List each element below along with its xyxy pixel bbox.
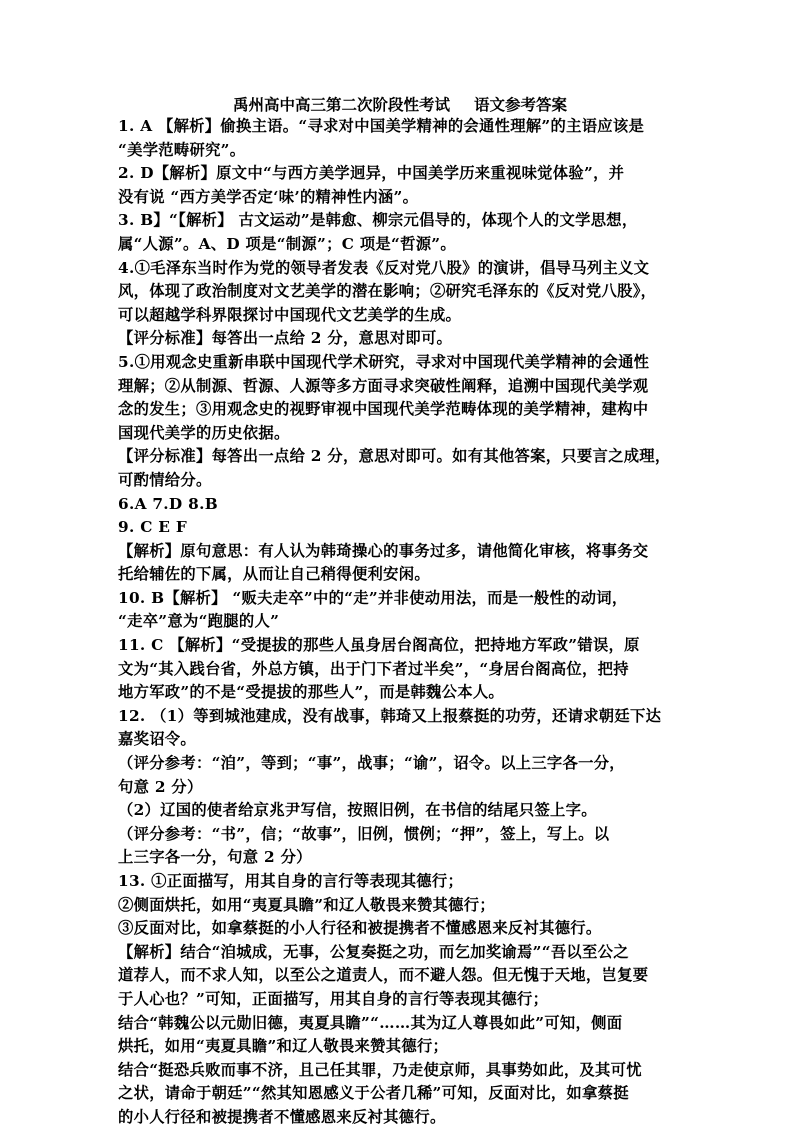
answer-line: 风，体现了政治制度对文艺美学的潜在影响；②研究毛泽东的《反对党八股》， — [118, 282, 657, 301]
answer-line: 的小人行径和被提携者不懂感恩来反衬其德行。 — [118, 1107, 446, 1126]
answer-line: 11. C 【解析】“受提拔的那些人虽身居台阁高位，把持地方军政”错误，原 — [118, 636, 640, 655]
answer-line: 烘托，如用“夷夏具瞻”和辽人敬畏来赞其德行； — [118, 1037, 449, 1056]
answer-line: （2）辽国的使者给京兆尹写信，按照旧例，在书信的结尾只签上字。 — [118, 801, 597, 820]
answer-line: 【解析】结合“洎城成，无事，公复奏挺之功，而乞加奖谕焉”“吾以至公之 — [118, 942, 629, 961]
answer-line: 之状，请命于朝廷”“然其知恩感义于公者几稀”可知，反面对比，如拿蔡挺 — [118, 1084, 629, 1103]
answer-line: 道荐人，而不求人知，以至公之道责人，而不避人怨。但无愧于天地，岂复要 — [118, 966, 649, 985]
answer-line: 10. B【解析】 “贩夫走卒”中的“走”并非使动用法，而是一般性的动词， — [118, 588, 628, 607]
answer-line: 6.A 7.D 8.B — [118, 494, 218, 513]
answer-line: 念的发生；③用观念史的视野审视中国现代美学范畴体现的美学精神，建构中 — [118, 400, 649, 419]
answer-line: 4.①毛泽东当时作为党的领导者发表《反对党八股》的演讲，倡导马列主义文 — [118, 258, 650, 277]
answer-line: 12. （1）等到城池建成，没有战事，韩琦又上报蔡挺的功劳，还请求朝廷下达 — [118, 706, 662, 725]
answer-line: 13. ①正面描写，用其自身的言行等表现其德行； — [118, 872, 464, 890]
answer-line: 1. A 【解析】偷换主语。“寻求对中国美学精神的会通性理解”的主语应该是 — [118, 117, 645, 135]
answer-line: 9. C E F — [118, 518, 188, 537]
answer-line: “美学范畴研究”。 — [118, 140, 246, 159]
answer-line: 句意 2 分） — [118, 777, 203, 796]
answer-line: 结合“韩魏公以元勋旧德，夷夏具瞻”“……其为辽人尊畏如此”可知，侧面 — [118, 1013, 623, 1032]
answer-line: 2. D【解析】原文中“与西方美学迥异，中国美学历来重视味觉体验”，并 — [118, 164, 625, 183]
answer-line: 5.①用观念史重新串联中国现代学术研究，寻求对中国现代美学精神的会通性 — [118, 352, 650, 371]
answer-line: 国现代美学的历史依据。 — [118, 423, 290, 442]
answer-body — [118, 115, 682, 1130]
answer-line: 文为“其入践台省，外总方镇，出于门下者过半矣”，“身居台阁高位，把持 — [118, 659, 629, 678]
answer-line: 可以超越学科界限探讨中国现代文艺美学的生成。 — [118, 305, 462, 324]
answer-line: 没有说 “西方美学否定‘味’的精神性内涵”。 — [118, 187, 419, 206]
answer-line: 【评分标准】每答出一点给 2 分，意思对即可。 — [118, 329, 453, 348]
answer-line: （评分参考：“洎”，等到；“事”，战事；“谕”，诏令。以上三字各一分， — [118, 754, 625, 773]
page-title — [118, 94, 682, 115]
exam-name: 禹州高中高三第二次阶段性考试 — [232, 95, 450, 114]
answer-line: 托给辅佐的下属，从而让自己稍得便利安闲。 — [118, 565, 430, 584]
answer-line: 【评分标准】每答出一点给 2 分，意思对即可。如有其他答案，只要言之成理， — [118, 447, 671, 466]
subject-name: 语文参考答案 — [474, 95, 568, 114]
answer-line: 嘉奖诏令。 — [118, 730, 196, 749]
answer-line: 结合“挺恐兵败而事不济，且己任其罪，乃走使京师，具事势如此，及其可忧 — [118, 1060, 642, 1079]
answer-line: ③反面对比，如拿蔡挺的小人行径和被提携者不懂感恩来反衬其德行。 — [118, 919, 602, 938]
answer-line: 属“人源”。A、D 项是“制源”；C 项是“哲源”。 — [118, 234, 457, 253]
answer-line: 于人心也？”可知，正面描写，用其自身的言行等表现其德行； — [118, 989, 549, 1008]
answer-line: 可酌情给分。 — [118, 470, 212, 489]
answer-line: 【解析】原句意思：有人认为韩琦操心的事务过多，请他简化审核，将事务交 — [118, 541, 649, 560]
answer-line: 地方军政”的不是“受提拔的那些人”，而是韩魏公本人。 — [118, 683, 505, 702]
answer-line: “走卒”意为“跑腿的人” — [118, 612, 280, 631]
answer-line: ②侧面烘托，如用“夷夏具瞻”和辽人敬畏来赞其德行； — [118, 895, 495, 914]
answer-line: 3. B】“【解析】 古文运动”是韩愈、柳宗元倡导的，体现个人的文学思想， — [118, 211, 638, 230]
answer-line: 理解；②从制源、哲源、人源等多方面寻求突破性阐释，追溯中国现代美学观 — [118, 376, 649, 395]
answer-line: （评分参考：“书”，信；“故事”，旧例，惯例；“押”，签上，写上。以 — [118, 824, 610, 843]
answer-line: 上三字各一分，句意 2 分） — [118, 848, 312, 867]
